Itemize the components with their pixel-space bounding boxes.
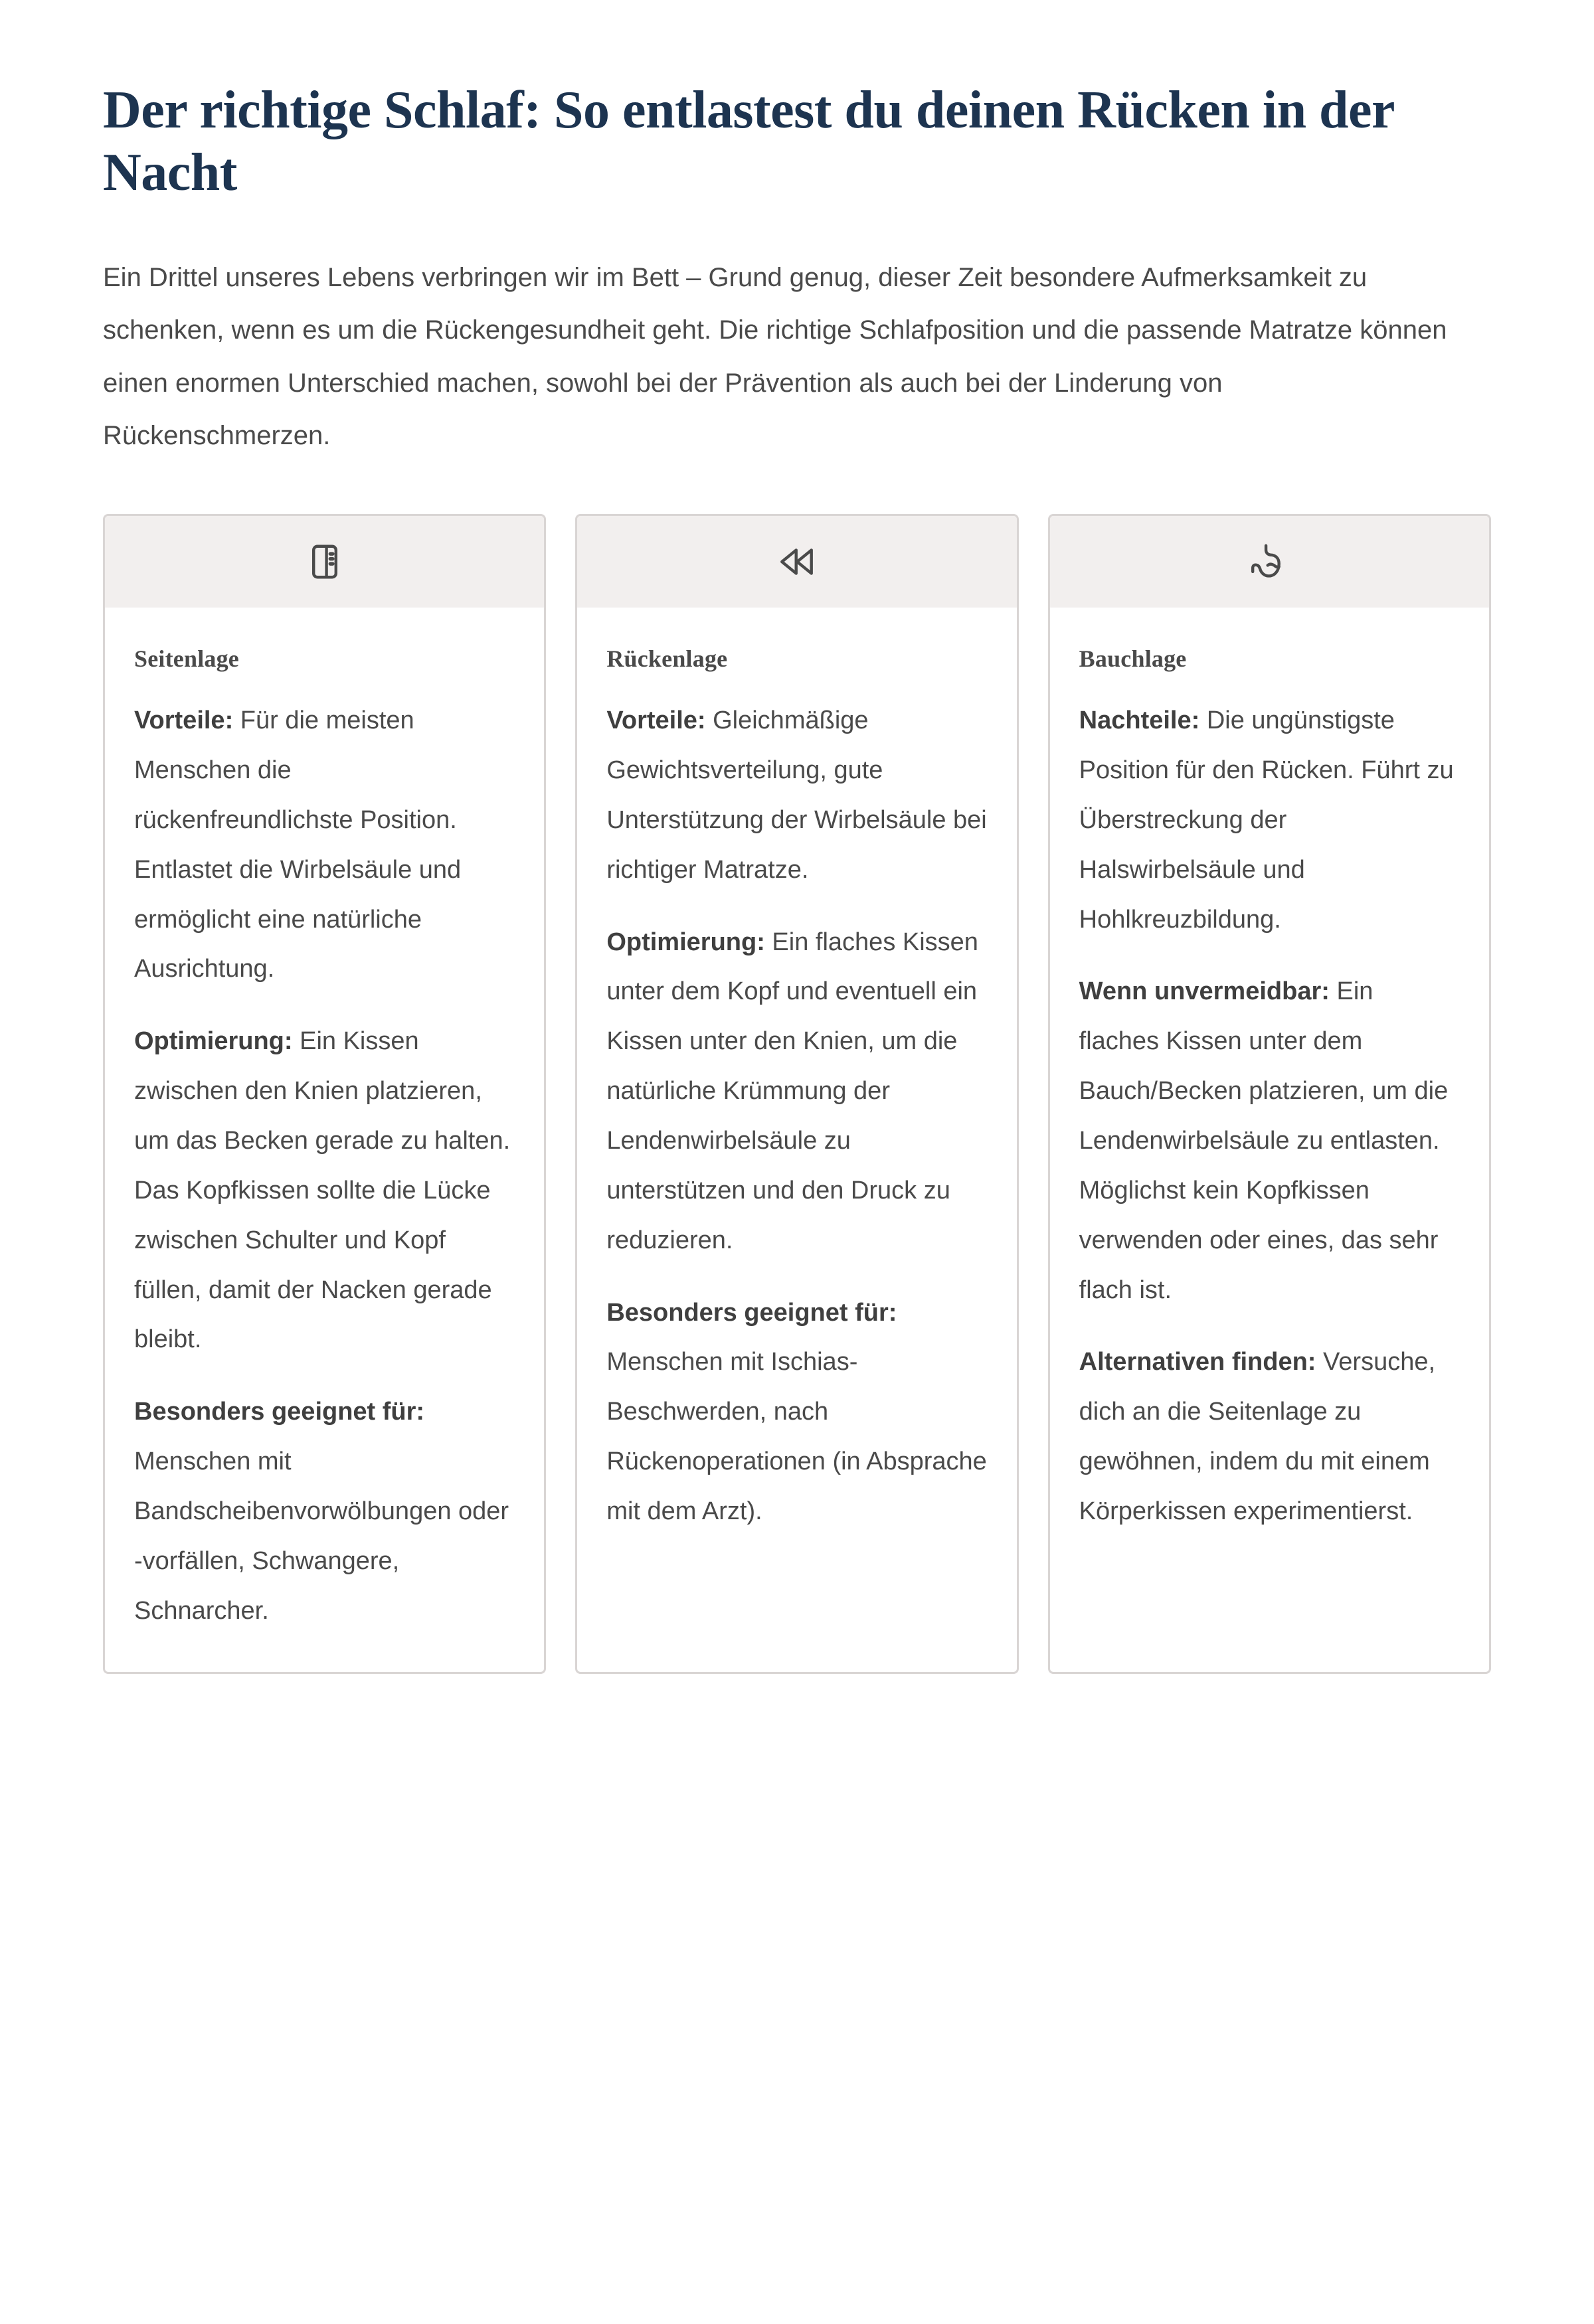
paragraph-lead: Besonders geeignet für: — [134, 1398, 425, 1426]
paragraph-lead: Vorteile: — [606, 706, 706, 735]
paragraph-lead: Vorteile: — [134, 706, 234, 735]
card-paragraph — [134, 1017, 515, 1365]
sleep-position-card-grid — [103, 514, 1491, 1674]
card-title: Seitenlage — [134, 645, 239, 672]
paragraph-text: Die ungünstigste Position für den Rücken. Führt zu Überstreckung der Halswirbelsäule und Hohlkreuzbildung. — [1079, 706, 1454, 934]
card-title: Rückenlage — [606, 645, 728, 672]
paragraph-text: Versuche, dich an die Seitenlage zu gewöhnen, indem du mit einem Körperkissen experimentierst. — [1079, 1348, 1436, 1526]
card-paragraph — [606, 1288, 987, 1536]
paragraph-lead: Alternativen finden: — [1079, 1348, 1316, 1376]
sleep-position-card-bauchlage — [1048, 514, 1491, 1674]
card-body-rueckenlage — [577, 608, 1016, 1672]
paragraph-text: Menschen mit Ischias-Beschwerden, nach Rückenoperationen (in Absprache mit dem Arzt). — [606, 1348, 987, 1526]
card-paragraph — [606, 696, 987, 894]
paragraph-text: Ein flaches Kissen unter dem Kopf und eventuell ein Kissen unter den Knien, um die natürliche Krümmung der Lendenwirbelsäule zu unterstützen und den Druck zu reduzieren. — [606, 928, 978, 1254]
panel-sidebar-icon — [304, 541, 345, 582]
card-header-rueckenlage — [577, 516, 1016, 608]
paragraph-lead: Nachteile: — [1079, 706, 1200, 735]
card-body-seitenlage — [105, 608, 544, 1672]
card-paragraph — [606, 918, 987, 1266]
paragraph-text: Menschen mit Bandscheibenvorwölbungen oder -vorfällen, Schwangere, Schnarcher. — [134, 1448, 509, 1625]
paragraph-lead: Optimierung: — [134, 1027, 293, 1056]
paragraph-lead: Optimierung: — [606, 928, 765, 956]
card-paragraph — [1079, 1337, 1460, 1536]
card-body-bauchlage — [1050, 608, 1489, 1672]
paragraph-lead: Wenn unvermeidbar: — [1079, 977, 1330, 1006]
card-header-seitenlage — [105, 516, 544, 608]
card-paragraph — [134, 1387, 515, 1635]
paragraph-text: Ein Kissen zwischen den Knien platzieren, um das Becken gerade zu halten. Das Kopfkissen sollte die Lücke zwischen Schulter und Kopf füllen, damit der Nacken gerade bleibt. — [134, 1027, 511, 1354]
paragraph-lead: Besonders geeignet für: — [606, 1298, 897, 1327]
rewind-icon — [776, 541, 818, 582]
paragraph-text: Für die meisten Menschen die rückenfreundlichste Position. Entlastet die Wirbelsäule und ermöglicht eine natürliche Ausrichtung. — [134, 706, 462, 983]
paragraph-text: Gleichmäßige Gewichtsverteilung, gute Unterstützung der Wirbelsäule bei richtiger Matratze. — [606, 706, 987, 884]
card-paragraph — [1079, 696, 1460, 944]
card-paragraph — [1079, 967, 1460, 1315]
sleep-position-card-rueckenlage — [575, 514, 1018, 1674]
intro-paragraph: Ein Drittel unseres Lebens verbringen wir im Bett – Grund genug, dieser Zeit besondere Aufmerksamkeit zu schenken, wenn es um die Rückengesundheit geht. Die richtige Schlafposition und die passende Matratze können einen enormen Unterschied machen, sowohl bei der Prävention als auch bei der Linderung von Rückenschmerzen. — [103, 263, 1447, 450]
card-header-bauchlage — [1050, 516, 1489, 608]
paragraph-text: Ein flaches Kissen unter dem Bauch/Becken platzieren, um die Lendenwirbelsäule zu entlasten. Möglichst kein Kopfkissen verwenden oder eines, das sehr flach ist. — [1079, 977, 1449, 1304]
card-paragraph — [134, 696, 515, 994]
page-title: Der richtige Schlaf: So entlastest du deinen Rücken in der Nacht — [103, 81, 1394, 202]
card-title: Bauchlage — [1079, 645, 1187, 672]
stomach-icon — [1249, 541, 1290, 582]
sleep-position-card-seitenlage — [103, 514, 546, 1674]
